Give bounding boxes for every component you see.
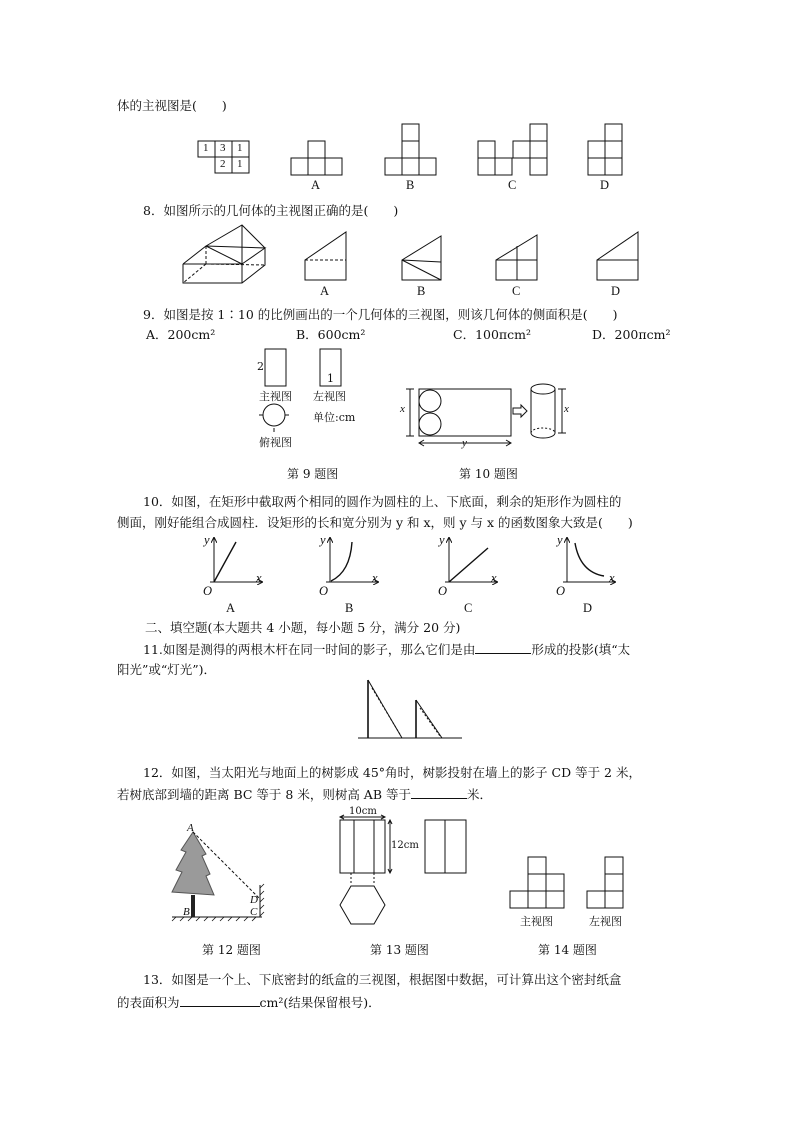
q10-fig-y: y — [462, 437, 467, 449]
q10-caption: 第 10 题图 — [459, 467, 518, 481]
q13-dim-width: 10cm — [349, 806, 377, 817]
q12-point-d: D — [250, 894, 258, 906]
q10-c-y: y — [439, 533, 445, 547]
q10-line2: 侧面，刚好能组合成圆柱．设矩形的长和宽分别为 y 和 x，则 y 与 x 的函数图象大致是( ) — [117, 515, 633, 530]
q10-d-o: O — [556, 584, 566, 598]
q13-dim-height: 12cm — [391, 840, 419, 851]
q9-label-unit: 单位:cm — [313, 411, 356, 424]
q13-line1: 13．如图是一个上、下底密封的纸盒的三视图，根据图中数据，可计算出这个密封纸盒 — [143, 972, 622, 987]
q10-fig-x1: x — [400, 403, 405, 415]
q10-b-o: O — [319, 584, 329, 598]
q9-caption: 第 9 题图 — [287, 467, 339, 481]
q7-grid-3: 1 — [237, 142, 243, 154]
q7-option-c: C — [508, 178, 517, 192]
q11-pre: 11.如图是测得的两根木杆在同一时间的影子，那么它们是由 — [143, 642, 476, 657]
q10-b-y: y — [320, 533, 326, 547]
q7-grid-1: 1 — [203, 142, 209, 154]
q10-option-b: B — [345, 601, 354, 615]
q9-label-2: 2 — [257, 360, 264, 373]
q10-fig-x2: x — [564, 403, 569, 415]
q9-text: 9．如图是按 1∶10 的比例画出的一个几何体的三视图，则该几何体的侧面积是( ) — [143, 307, 618, 322]
q9-choice-b: B．600cm² — [296, 327, 366, 342]
q10-option-c: C — [464, 601, 473, 615]
q12-line1: 12．如图，当太阳光与地面上的树影成 45°角时，树影投射在墙上的影子 CD 等于 2 米， — [143, 765, 641, 780]
q10-d-y: y — [557, 533, 563, 547]
section-2-heading: 二、填空题(本大题共 4 小题，每小题 5 分，满分 20 分) — [145, 620, 461, 635]
q13-line2 — [117, 994, 381, 1011]
q13-pre: 的表面积为 — [117, 995, 180, 1010]
q9-choice-d: D．200πcm² — [592, 327, 671, 342]
q10-line1: 10．如图，在矩形中截取两个相同的圆作为圆柱的上、下底面，剩余的矩形作为圆柱的 — [143, 494, 622, 509]
q9-choice-c: C．100πcm² — [453, 327, 532, 342]
q14-caption: 第 14 题图 — [538, 943, 597, 957]
q13-caption: 第 13 题图 — [370, 943, 429, 957]
q7-option-d: D — [600, 178, 610, 192]
q12-point-c: C — [250, 906, 258, 918]
q10-a-x: x — [256, 571, 262, 585]
q7-grid-5: 1 — [237, 158, 243, 170]
q9-label-top: 俯视图 — [259, 436, 292, 449]
q14-front-view — [510, 857, 564, 908]
q12-line2-pre: 若树底部到墙的距离 BC 等于 8 米，则树高 AB 等于 — [117, 787, 411, 802]
q9-choice-a: A．200cm² — [146, 327, 216, 342]
q9-label-1: 1 — [327, 372, 334, 385]
q8-text: 8．如图所示的几何体的主视图正确的是( ) — [143, 203, 399, 218]
q7-option-a: A — [311, 178, 321, 192]
q10-a-o: O — [203, 584, 213, 598]
q7-grid-2: 3 — [220, 142, 226, 154]
q10-a-y: y — [204, 533, 210, 547]
q14-label-left: 左视图 — [589, 915, 622, 928]
q12-caption: 第 12 题图 — [202, 943, 261, 957]
q12-point-b: B — [183, 906, 190, 918]
q7-option-b: B — [406, 178, 415, 192]
q13-post: cm²(结果保留根号)． — [259, 995, 381, 1010]
q8-option-d: D — [611, 284, 621, 298]
q10-b-x: x — [372, 571, 378, 585]
q8-option-b: B — [417, 284, 426, 298]
q14-left-view — [587, 857, 623, 908]
q14-label-front: 主视图 — [520, 915, 553, 928]
q7-grid-4: 2 — [220, 158, 226, 170]
q10-d-x: x — [609, 571, 615, 585]
q10-c-x: x — [491, 571, 497, 585]
q10-option-d: D — [583, 601, 593, 615]
q8-option-c: C — [512, 284, 521, 298]
q12-point-a: A — [187, 822, 194, 834]
q9-label-front: 主视图 — [259, 390, 292, 403]
q11-post: 形成的投影(填“太 — [531, 642, 631, 657]
q10-option-a: A — [226, 601, 236, 615]
q7-tail: 体的主视图是( ) — [117, 98, 227, 113]
q10-c-o: O — [438, 584, 448, 598]
q13-answer-blank[interactable] — [180, 994, 260, 1007]
q8-option-a: A — [320, 284, 330, 298]
q11-line2: 阳光”或“灯光”)． — [117, 662, 217, 677]
q12-line2-post: 米． — [467, 787, 493, 802]
q9-label-left: 左视图 — [313, 390, 346, 403]
